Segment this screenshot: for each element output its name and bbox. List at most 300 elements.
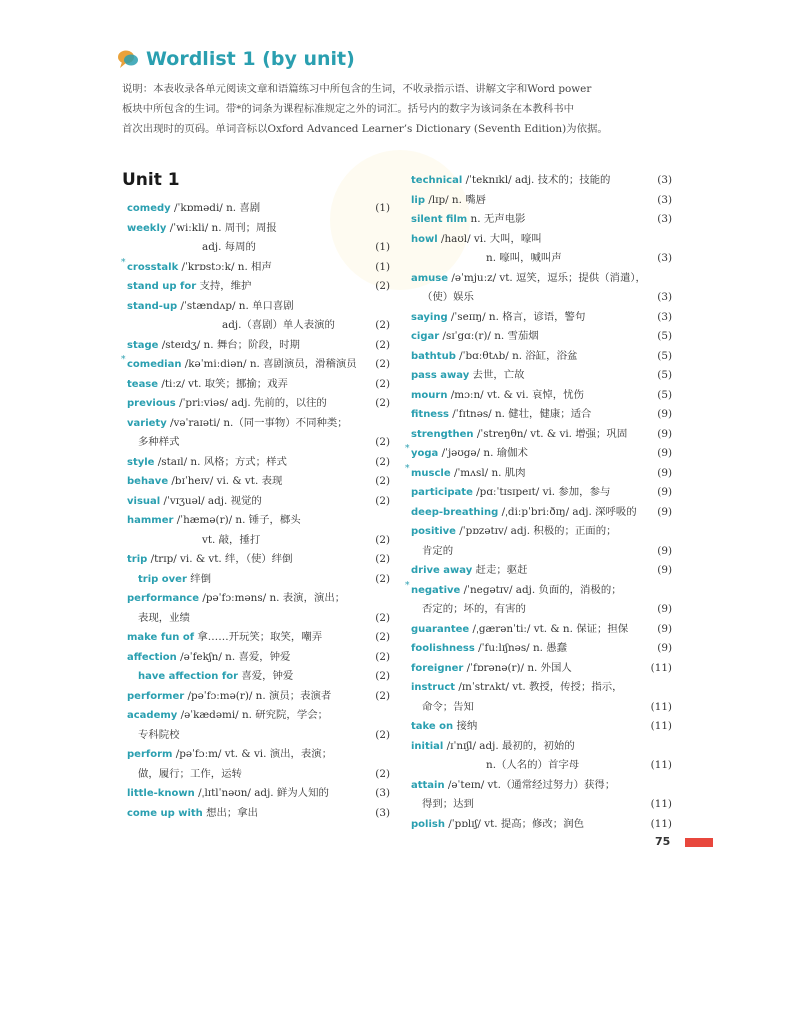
- wordlist-entry: [406, 210, 672, 230]
- entry-continuation: [122, 531, 390, 551]
- definition: 得到；达到: [422, 798, 474, 810]
- page-reference: (2): [375, 689, 390, 702]
- entry-continuation: [122, 433, 390, 453]
- page-accent-bar: [685, 838, 713, 847]
- entry-continuation: [406, 542, 672, 562]
- wordlist-entry: [406, 191, 672, 211]
- entry-line: [122, 745, 390, 765]
- page-reference: (9): [657, 408, 672, 420]
- wordlist-entry: [406, 444, 672, 464]
- wordlist-entry: [122, 375, 390, 395]
- definition: /ˈfɒrənə(r)/ n. 外国人: [463, 661, 572, 674]
- definition: /əˈteɪn/ vt.（通常经过努力）获得；: [444, 778, 616, 791]
- wordlist-entry: [406, 639, 672, 659]
- entry-line: [122, 667, 390, 687]
- entry-line: [406, 366, 672, 386]
- definition: /ˈstændʌp/ n. 单口喜剧: [177, 299, 294, 312]
- page-title: Wordlist 1 (by unit): [146, 48, 355, 70]
- definition: /pəˈfɔːməns/ n. 表演，演出；: [199, 592, 346, 604]
- definition: /bɪˈheɪv/ vi. & vt. 表现: [168, 475, 283, 487]
- wordlist-entry: [406, 405, 672, 425]
- extra-word-star-icon: *: [405, 580, 410, 591]
- entry-line: [122, 804, 390, 824]
- wordlist-entry: [122, 453, 390, 473]
- entry-line: [122, 511, 390, 531]
- entry-continuation: [122, 765, 390, 785]
- unit-title: Unit 1: [122, 170, 180, 190]
- definition: /vəˈraɪəti/ n.（同一事物）不同种类；: [166, 416, 348, 429]
- headword: trip over: [138, 573, 187, 585]
- wordlist-entry: [122, 589, 390, 628]
- headword: mourn: [411, 389, 448, 401]
- headword: stage: [127, 339, 159, 351]
- entry-line: [406, 171, 672, 191]
- definition: /ˈpriːviəs/ adj. 先前的，以往的: [175, 397, 327, 409]
- headword: instruct: [411, 682, 456, 693]
- definition: /əˈmjuːz/ vt. 逗笑，逗乐；提供（消遣），: [448, 271, 646, 284]
- page-reference: (2): [375, 455, 390, 468]
- definition: /ˈstreŋθn/ vt. & vi. 增强；巩固: [473, 427, 628, 440]
- extra-word-star-icon: *: [405, 444, 410, 454]
- headword: pass away: [411, 370, 470, 381]
- definition: /ˌgærənˈtiː/ vt. & n. 保证；担保: [469, 622, 629, 635]
- page-reference: (9): [657, 505, 672, 518]
- definition: /lɪp/ n. 嘴唇: [425, 193, 486, 206]
- entry-line: [406, 776, 672, 796]
- headword: hammer: [127, 515, 174, 526]
- definition: adj.（喜剧）单人表演的: [222, 319, 335, 331]
- page-reference: (11): [650, 720, 672, 732]
- entry-line: [406, 503, 672, 523]
- entry-line: [406, 659, 672, 679]
- page-reference: (2): [375, 280, 390, 292]
- page-reference: (5): [657, 369, 672, 381]
- page-reference: (11): [650, 798, 672, 810]
- page-reference: (3): [375, 806, 390, 819]
- page-reference: (3): [657, 252, 672, 264]
- headword: come up with: [127, 807, 203, 819]
- wordlist-entry: [122, 706, 390, 745]
- headword: performer: [127, 690, 185, 702]
- wordlist-entry: [406, 464, 672, 484]
- wordlist-entry: [122, 277, 390, 297]
- definition: /ˈkɒmədi/ n. 喜剧: [170, 202, 261, 214]
- intro-note: [122, 79, 682, 139]
- entry-line: [122, 258, 390, 278]
- page-reference: (11): [650, 817, 672, 830]
- entry-line: [122, 453, 390, 473]
- page-reference: (2): [375, 553, 390, 565]
- definition: 赶走；驱赶: [472, 564, 528, 576]
- page-reference: (11): [650, 661, 672, 674]
- headword: strengthen: [411, 428, 474, 440]
- entry-line: [406, 444, 672, 464]
- headword: perform: [127, 749, 173, 760]
- entry-continuation: [406, 249, 672, 269]
- definition: 拿……开玩笑；取笑，嘲弄: [194, 631, 323, 643]
- wordlist-entry: [122, 667, 390, 687]
- definition: /ˈpɒlɪʃ/ vt. 提高；修改；润色: [444, 817, 584, 830]
- entry-line: [122, 687, 390, 707]
- page-reference: (1): [375, 202, 390, 214]
- page-reference: (2): [375, 397, 390, 409]
- definition: /əˈkædəmi/ n. 研究院，学会；: [177, 709, 328, 721]
- definition: /steɪdʒ/ n. 舞台；阶段，时期: [158, 338, 300, 351]
- page-reference: (9): [657, 622, 672, 635]
- definition: /ˈnegətɪv/ adj. 负面的，消极的；: [460, 583, 622, 596]
- page-reference: (2): [375, 611, 390, 624]
- page-reference: (3): [657, 310, 672, 323]
- wordlist-entry: [406, 347, 672, 367]
- definition: （使）娱乐: [422, 291, 474, 303]
- definition: /staɪl/ n. 风格；方式；样式: [154, 455, 287, 468]
- headword: polish: [411, 818, 445, 830]
- page-reference: (1): [375, 260, 390, 273]
- headword: have affection for: [138, 671, 239, 682]
- wordlist-entry: [122, 472, 390, 492]
- headword: crosstalk: [127, 261, 179, 273]
- entry-line: [406, 347, 672, 367]
- entry-line: [122, 492, 390, 512]
- page-reference: (2): [375, 436, 390, 448]
- definition: n. 嚎叫，喊叫声: [486, 252, 562, 264]
- speech-bubble-icon: [116, 48, 140, 70]
- page-reference: (2): [375, 631, 390, 643]
- entry-line: [406, 405, 672, 425]
- page-reference: (2): [375, 494, 390, 507]
- extra-word-star-icon: *: [121, 257, 126, 268]
- definition: n. 无声电影: [467, 213, 526, 225]
- entry-line: [406, 581, 672, 601]
- page-reference: (3): [657, 174, 672, 186]
- definition: 绊倒: [186, 572, 211, 585]
- definition: /pəˈfɔːmə(r)/ n. 演员；表演者: [184, 689, 332, 702]
- wordlist-entry: [122, 219, 390, 258]
- definition: /kəˈmiːdiən/ n. 喜剧演员，滑稽演员: [181, 358, 357, 370]
- wordlist-entry: [122, 570, 390, 590]
- entry-line: [406, 815, 672, 835]
- entry-line: [122, 784, 390, 804]
- definition: /ˈjəʊgə/ n. 瑜伽术: [438, 447, 528, 459]
- page-reference: (5): [657, 349, 672, 362]
- definition: 否定的；坏的，有害的: [422, 603, 526, 615]
- entry-line: [122, 375, 390, 395]
- headword: little-known: [127, 788, 195, 799]
- entry-line: [122, 628, 390, 648]
- page-reference: (9): [657, 544, 672, 557]
- wordlist-entry: [122, 648, 390, 668]
- wordlist-entry: [406, 327, 672, 347]
- headword: comedian: [127, 359, 182, 370]
- entry-line: [122, 199, 390, 219]
- page-reference: (9): [657, 486, 672, 498]
- definition: /ˈseɪɪŋ/ n. 格言，谚语，警句: [447, 310, 586, 323]
- page-reference: (11): [650, 700, 672, 713]
- headword: howl: [411, 233, 438, 245]
- headword: style: [127, 456, 155, 468]
- definition: 做，履行；工作，运转: [138, 767, 242, 780]
- entry-continuation: [406, 698, 672, 718]
- headword: yoga: [411, 448, 439, 459]
- headword: trip: [127, 554, 148, 565]
- wordlist-entry: [122, 297, 390, 336]
- definition: /trɪp/ vi. & vt. 绊，（使）绊倒: [147, 553, 293, 565]
- entry-line: [122, 336, 390, 356]
- headword: guarantee: [411, 623, 470, 635]
- wordlist-entry: [406, 308, 672, 328]
- definition: /ɪˈnɪʃl/ adj. 最初的，初始的: [443, 739, 575, 752]
- entry-continuation: [406, 795, 672, 815]
- extra-word-star-icon: *: [405, 463, 410, 474]
- definition: /pɑːˈtɪsɪpeɪt/ vi. 参加，参与: [472, 486, 611, 498]
- headword: make fun of: [127, 632, 195, 643]
- definition: vt. 敲，捶打: [202, 533, 261, 546]
- page-reference: (9): [657, 447, 672, 459]
- entry-continuation: [406, 756, 672, 776]
- entry-line: [122, 550, 390, 570]
- page-reference: (9): [657, 603, 672, 615]
- page-reference: (9): [657, 564, 672, 576]
- definition: /ˈpɒzətɪv/ adj. 积极的；正面的；: [455, 525, 617, 537]
- entry-line: [122, 394, 390, 414]
- page-reference: (11): [650, 759, 672, 771]
- headword: affection: [127, 651, 177, 663]
- entry-line: [406, 678, 672, 698]
- headword: take on: [411, 721, 454, 732]
- headword: participate: [411, 487, 473, 498]
- entry-line: [122, 648, 390, 668]
- definition: adj. 每周的: [202, 241, 256, 253]
- entry-continuation: [406, 288, 672, 308]
- wordlist-entry: [122, 394, 390, 414]
- wordlist-entry: [122, 745, 390, 784]
- definition: 表现，业绩: [138, 611, 190, 624]
- entry-line: [122, 355, 390, 375]
- entry-continuation: [122, 726, 390, 746]
- intro-line: 说明：本表收录各单元阅读文章和语篇练习中所包含的生词，不收录指示语、讲解文字和Word power: [122, 83, 592, 95]
- wordlist-entry: [122, 355, 390, 375]
- wordlist-entry: [406, 620, 672, 640]
- headword: tease: [127, 378, 159, 390]
- entry-line: [406, 210, 672, 230]
- headword: variety: [127, 417, 167, 429]
- entry-line: [406, 230, 672, 250]
- definition: 支持，维护: [196, 280, 252, 292]
- page-reference: (2): [375, 319, 390, 331]
- headword: stand-up: [127, 300, 178, 312]
- definition: 喜爱，钟爱: [238, 670, 294, 682]
- headword: foolishness: [411, 643, 475, 654]
- page-reference: (2): [375, 650, 390, 663]
- page-reference: (2): [375, 670, 390, 682]
- definition: /ˈmʌsl/ n. 肌肉: [450, 466, 526, 479]
- page-reference: (1): [375, 241, 390, 253]
- headword: weekly: [127, 222, 167, 234]
- definition: /haʊl/ vi. 大叫，嚎叫: [437, 232, 542, 245]
- entry-line: [122, 472, 390, 492]
- entry-line: [406, 269, 672, 289]
- entry-line: [406, 717, 672, 737]
- page-reference: (2): [375, 338, 390, 351]
- extra-word-star-icon: *: [121, 355, 126, 365]
- definition: 专科院校: [138, 728, 180, 741]
- page-reference: (3): [657, 291, 672, 303]
- wordlist-entry: [122, 414, 390, 453]
- wordlist-entry: [122, 784, 390, 804]
- page-reference: (2): [375, 572, 390, 585]
- wordlist-header: [116, 48, 355, 70]
- entry-line: [406, 425, 672, 445]
- headword: negative: [411, 584, 461, 596]
- definition: 命令；告知: [422, 700, 474, 713]
- right-column: [406, 171, 672, 834]
- headword: technical: [411, 175, 463, 186]
- entry-continuation: [406, 600, 672, 620]
- entry-line: [122, 277, 390, 297]
- page-reference: (9): [657, 466, 672, 479]
- entry-line: [406, 191, 672, 211]
- headword: drive away: [411, 565, 473, 576]
- page-reference: (2): [375, 358, 390, 370]
- headword: comedy: [127, 203, 171, 214]
- entry-line: [122, 706, 390, 726]
- wordlist-entry: [122, 492, 390, 512]
- definition: 想出；拿出: [202, 806, 259, 819]
- definition: /ˈfuːlɪʃnəs/ n. 愚蠢: [474, 642, 568, 654]
- wordlist-entry: [406, 776, 672, 815]
- intro-line: 板块中所包含的生词。带*的词条为课程标准规定之外的词汇。括号内的数字为该词条在本教科书中: [122, 103, 574, 115]
- wordlist-entry: [122, 258, 390, 278]
- definition: /pəˈfɔːm/ vt. & vi. 演出，表演；: [172, 748, 333, 760]
- headword: behave: [127, 476, 169, 487]
- wordlist-entry: [406, 171, 672, 191]
- wordlist-entry: [406, 737, 672, 776]
- headword: lip: [411, 194, 426, 206]
- headword: amuse: [411, 272, 449, 284]
- page-reference: (5): [657, 330, 672, 342]
- definition: 接纳: [453, 720, 478, 732]
- definition: 多种样式: [138, 436, 180, 448]
- entry-line: [406, 620, 672, 640]
- definition: 去世，亡故: [469, 369, 525, 381]
- headword: previous: [127, 398, 176, 409]
- entry-continuation: [122, 238, 390, 258]
- wordlist-entry: [406, 269, 672, 308]
- wordlist-entry: [406, 425, 672, 445]
- headword: initial: [411, 740, 444, 752]
- headword: visual: [127, 495, 161, 507]
- entry-line: [122, 297, 390, 317]
- left-column: [122, 199, 390, 823]
- headword: stand up for: [127, 281, 197, 292]
- wordlist-entry: [122, 511, 390, 550]
- wordlist-entry: [406, 717, 672, 737]
- definition: /mɔːn/ vt. & vi. 哀悼，忧伤: [447, 388, 584, 401]
- page-reference: (3): [657, 193, 672, 206]
- entry-line: [406, 386, 672, 406]
- wordlist-entry: [406, 678, 672, 717]
- wordlist-entry: [406, 561, 672, 581]
- wordlist-entry: [122, 687, 390, 707]
- headword: performance: [127, 593, 200, 604]
- intro-line: 首次出现时的页码。单词音标以Oxford Advanced Learner’s Dictionary (Seventh Edition)为依据。: [122, 123, 608, 135]
- entry-line: [406, 522, 672, 542]
- page-number: 75: [655, 835, 671, 848]
- definition: /tiːz/ vt. 取笑；挪揄；戏弄: [158, 377, 288, 390]
- wordlist-entry: [406, 815, 672, 835]
- wordlist-entry: [406, 386, 672, 406]
- page-reference: (2): [375, 533, 390, 546]
- definition: /ˈwiːkli/ n. 周刊；周报: [166, 221, 277, 234]
- headword: muscle: [411, 467, 451, 479]
- headword: foreigner: [411, 662, 464, 674]
- page-reference: (9): [657, 642, 672, 654]
- wordlist-entry: [122, 336, 390, 356]
- wordlist-entry: [406, 483, 672, 503]
- headword: deep-breathing: [411, 506, 499, 518]
- entry-line: [122, 570, 390, 590]
- definition: /ˈhæmə(r)/ n. 锤子，榔头: [173, 514, 301, 526]
- definition: /ˈbɑːθtʌb/ n. 浴缸，浴盆: [455, 349, 578, 362]
- wordlist-entry: [406, 581, 672, 620]
- page-reference: (2): [375, 767, 390, 780]
- entry-line: [122, 414, 390, 434]
- wordlist-entry: [406, 230, 672, 269]
- headword: bathtub: [411, 350, 456, 362]
- definition: /ˈvɪʒuəl/ adj. 视觉的: [160, 494, 262, 507]
- page-reference: (9): [657, 427, 672, 440]
- entry-line: [406, 737, 672, 757]
- wordlist-entry: [406, 659, 672, 679]
- entry-line: [406, 464, 672, 484]
- definition: n.（人名的）首字母: [486, 759, 580, 771]
- headword: saying: [411, 311, 448, 323]
- definition: 肯定的: [422, 544, 454, 557]
- definition: /ˈteknɪkl/ adj. 技术的；技能的: [462, 174, 611, 186]
- wordlist-entry: [406, 503, 672, 523]
- wordlist-entry: [122, 550, 390, 570]
- entry-continuation: [122, 609, 390, 629]
- page-reference: (3): [375, 787, 390, 799]
- page-reference: (2): [375, 475, 390, 487]
- wordlist-entry: [406, 366, 672, 386]
- headword: academy: [127, 710, 178, 721]
- wordlist-entry: [406, 522, 672, 561]
- definition: /ˈfɪtnəs/ n. 健壮，健康；适合: [449, 408, 592, 420]
- page-reference: (2): [375, 377, 390, 390]
- headword: positive: [411, 526, 456, 537]
- entry-continuation: [122, 316, 390, 336]
- wordlist-entry: [122, 199, 390, 219]
- entry-line: [406, 327, 672, 347]
- entry-line: [406, 483, 672, 503]
- entry-line: [406, 561, 672, 581]
- entry-line: [406, 639, 672, 659]
- definition: /sɪˈgɑː(r)/ n. 雪茄烟: [439, 330, 539, 342]
- definition: /əˈfekʃn/ n. 喜爱，钟爱: [176, 650, 291, 663]
- headword: fitness: [411, 409, 449, 420]
- page-reference: (5): [657, 388, 672, 401]
- definition: /ˌdiːpˈbriːðɪŋ/ adj. 深呼吸的: [498, 505, 637, 518]
- entry-line: [122, 219, 390, 239]
- definition: /ˈkrɒstɔːk/ n. 相声: [178, 260, 272, 273]
- wordlist-entry: [122, 804, 390, 824]
- entry-line: [122, 589, 390, 609]
- wordlist-entry: [122, 628, 390, 648]
- headword: cigar: [411, 331, 440, 342]
- headword: silent film: [411, 214, 468, 225]
- page-reference: (3): [657, 213, 672, 225]
